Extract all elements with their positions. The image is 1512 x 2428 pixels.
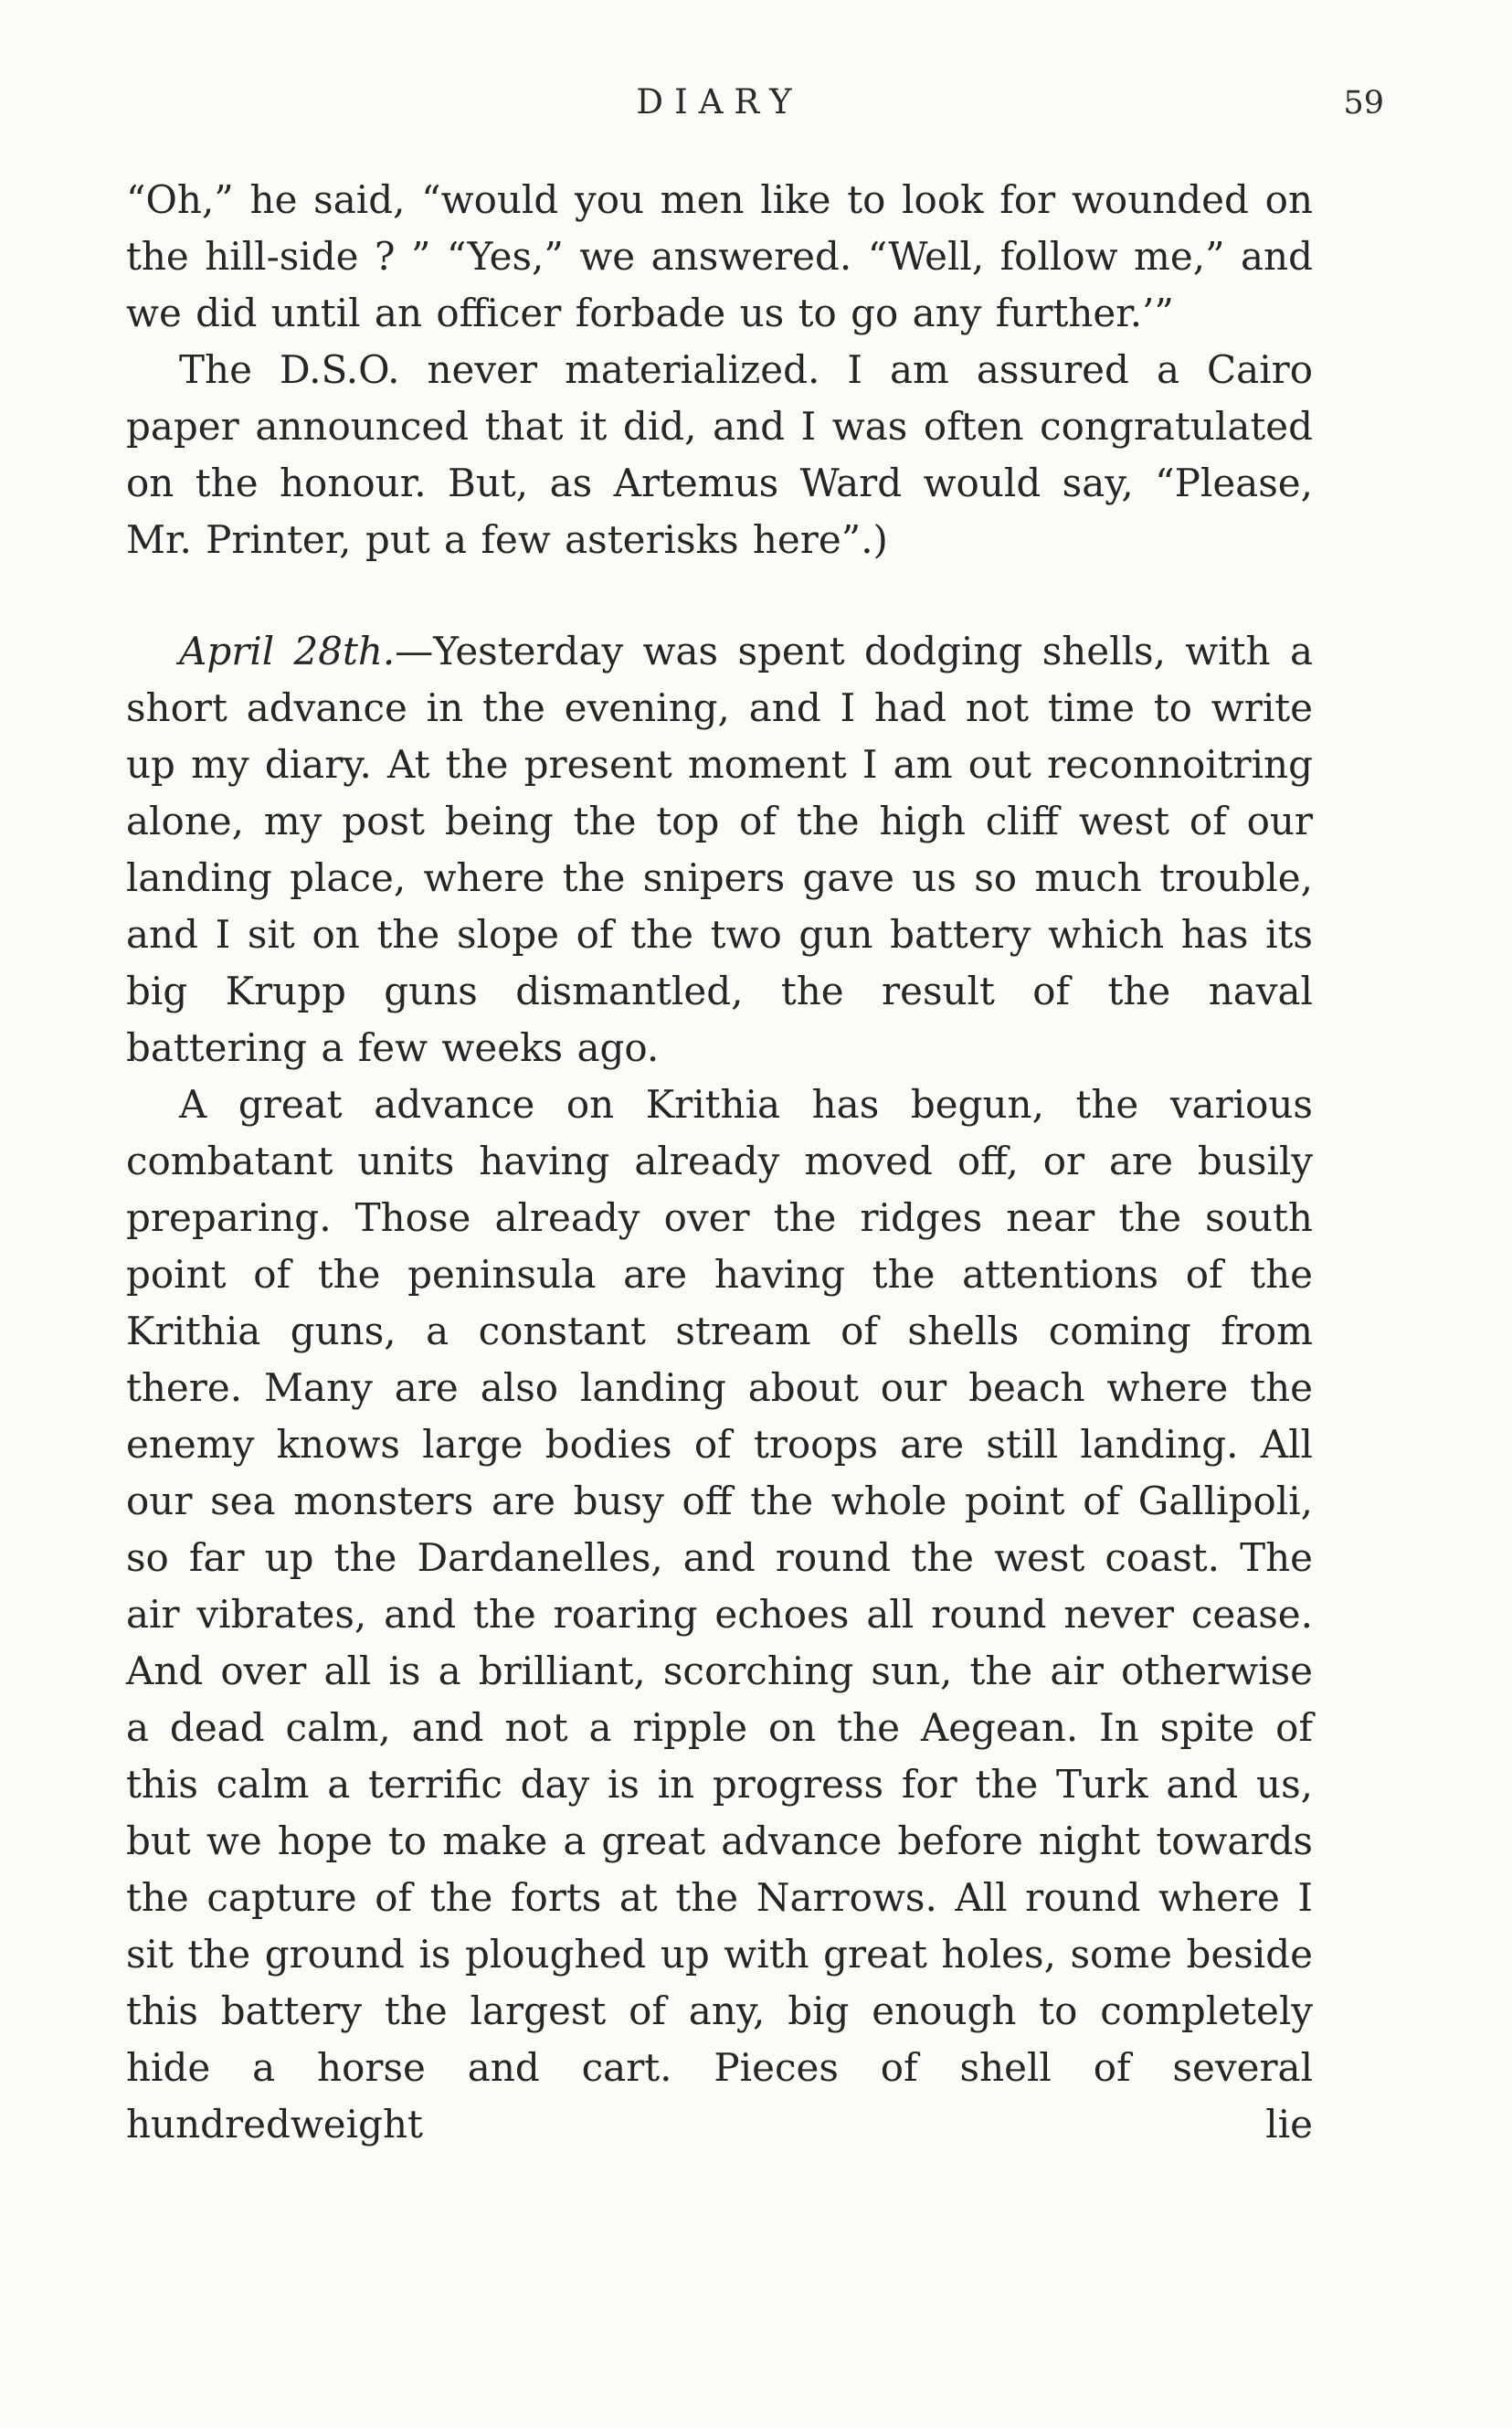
paragraph-quote-continuation: “Oh,” he said, “would you men like to look for wounded on the hill-side ? ” “Yes,” we answered. “Well, follow me,” and we did until an officer forbade us to go any further.’”: [126, 177, 1313, 335]
running-title: DIARY: [636, 82, 803, 122]
entry-date: April 28th.: [179, 629, 396, 673]
paragraph-advance: A great advance on Krithia has begun, the various combatant units having already moved off, or are busily preparing. Those already over the ridges near the south point of the peninsula are having the attentions of the Krithia guns, a constant stream of shells coming from there. Many are also landing about our beach where the enemy knows large bodies of troops are still landing. All our sea monsters are busy off the whole point of Gallipoli, so far up the Dardanelles, and round the west coast. The air vibrates, and the roaring echoes all round never cease. And over all is a brilliant, scorching sun, the air otherwise a dead calm, and not a ripple on the Aegean. In spite of this calm a terrific day is in progress for the Turk and us, but we hope to make a great advance before night towards the capture of the forts at the Narrows. All round where I sit the ground is ploughed up with great holes, some beside this battery the largest of any, big enough to completely hide a horse and cart. Pieces of shell of several hundredweight lie: [126, 1082, 1313, 2147]
paragraph-dso: The D.S.O. never materialized. I am assured a Cairo paper announced that it did, and I was often congratulated on the honour. But, as Artemus Ward would say, “Please, Mr. Printer, put a few asterisks here”.): [126, 347, 1313, 562]
page-body: [126, 172, 1313, 2153]
page-header: [126, 82, 1384, 141]
paragraph-diary-entry: [126, 623, 1313, 1076]
page-number: 59: [1343, 85, 1384, 122]
entry-text: —Yesterday was spent dodging shells, with a short advance in the evening, and I had not time to write up my diary. At the present moment I am out reconnoitring alone, my post being the top of the high cliff west of our landing place, where the snipers gave us so much trouble, and I sit on the slope of the two gun battery which has its big Krupp guns dismantled, the result of the naval battering a few weeks ago.: [126, 629, 1314, 1070]
